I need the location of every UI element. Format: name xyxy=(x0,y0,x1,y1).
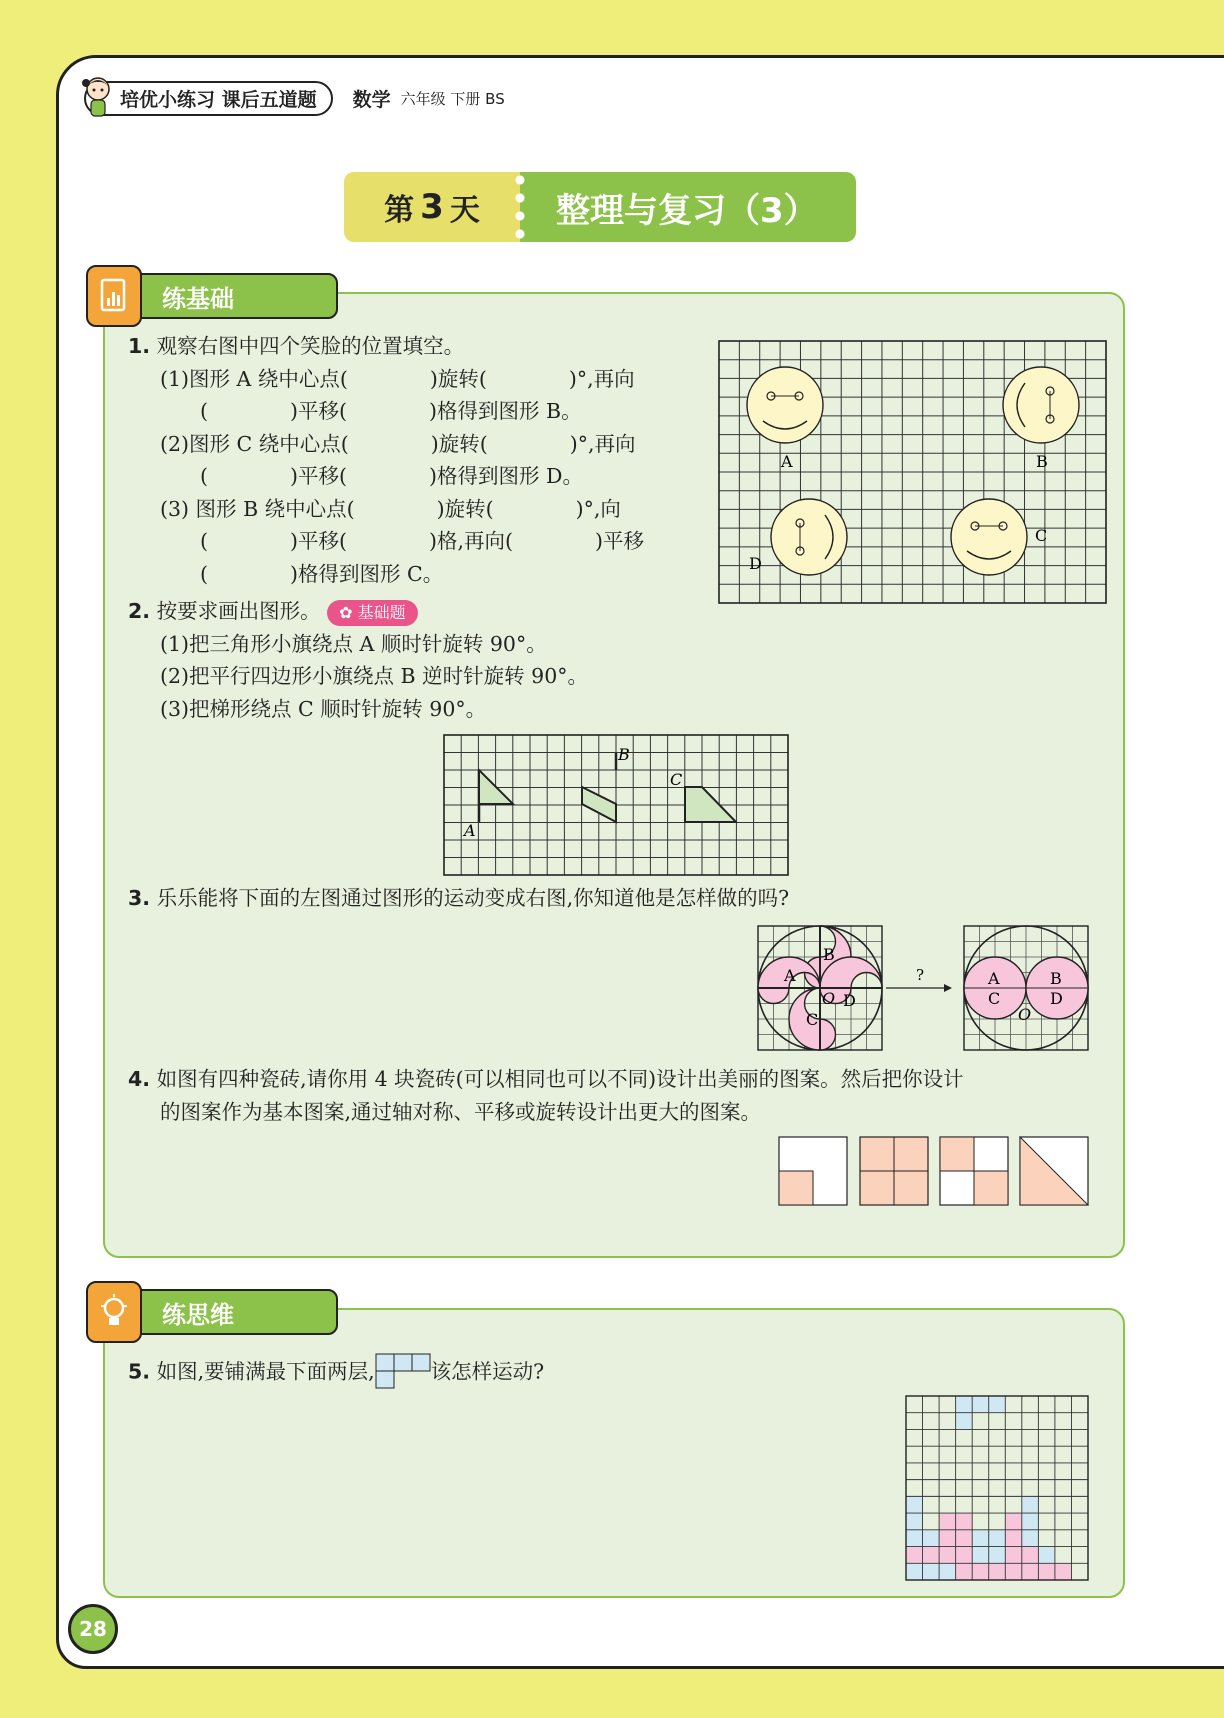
q3-text xyxy=(128,882,789,915)
q5-number: 5. xyxy=(128,1359,151,1384)
point-b: B xyxy=(618,745,630,764)
flower-icon: ✿ xyxy=(339,602,353,622)
smiley-c xyxy=(951,499,1027,575)
q3-number: 3. xyxy=(128,886,151,910)
basic-section-tab xyxy=(86,272,338,320)
point-c: C xyxy=(670,770,683,789)
circle-transform-figure xyxy=(756,924,1092,1054)
mascot-icon xyxy=(78,73,118,119)
q3r-label-o: O xyxy=(1018,1005,1032,1024)
q3r-label-a: A xyxy=(988,969,1000,988)
q1-text xyxy=(128,330,644,590)
grade-label: 六年级 下册 BS xyxy=(400,89,505,108)
q2-line-3: (3)把梯形绕点 C 顺时针旋转 90°。 xyxy=(160,696,487,721)
tile-4 xyxy=(1020,1137,1088,1205)
day-prefix: 第 xyxy=(384,193,415,228)
label-d: D xyxy=(749,554,762,573)
q4-text xyxy=(128,1063,964,1128)
q2-number: 2. xyxy=(128,599,151,623)
brand-badge xyxy=(84,81,333,116)
page-header xyxy=(84,78,505,118)
q2-text xyxy=(128,595,588,725)
smiley-grid-figure xyxy=(719,341,1107,603)
q2-stem: 按要求画出图形。 xyxy=(156,599,321,623)
day-number: 3 xyxy=(420,187,444,227)
q3-label-b: B xyxy=(823,945,835,964)
q2-line-1: (1)把三角形小旗绕点 A 顺时针旋转 90°。 xyxy=(160,631,547,656)
label-a: A xyxy=(781,452,793,471)
q4-line-2: 的图案作为基本图案,通过轴对称、平移或旋转设计出更大的图案。 xyxy=(160,1099,762,1124)
label-b: B xyxy=(1036,452,1048,471)
basic-section-label: 练基础 xyxy=(138,273,338,319)
tile-2 xyxy=(860,1137,928,1205)
q3-label-d: D xyxy=(843,991,856,1010)
lightbulb-icon xyxy=(86,1281,142,1343)
q3r-label-b: B xyxy=(1050,969,1062,988)
q3-stem: 乐乐能将下面的左图通过图形的运动变成右图,你知道他是怎样做的吗? xyxy=(156,886,790,910)
q2-line-2: (2)把平行四边形小旗绕点 B 逆时针旋转 90°。 xyxy=(160,664,588,688)
tetris-grid xyxy=(906,1396,1088,1580)
q3-label-c: C xyxy=(806,1010,819,1029)
q1-line-5: (3) 图形 B 绕中心点( )旋转( )°,向 xyxy=(160,496,621,521)
brand-text: 培优小练习 课后五道题 xyxy=(120,88,317,111)
label-c: C xyxy=(1035,526,1048,545)
q1-line-6: ( )平移( )格,再向( )平移 xyxy=(200,529,645,553)
q1-line-4: ( )平移( )格得到图形 D。 xyxy=(200,464,583,488)
thinking-section-label: 练思维 xyxy=(138,1289,338,1335)
q3-label-a: A xyxy=(784,966,796,985)
q3r-label-c: C xyxy=(988,989,1001,1008)
point-a: A xyxy=(464,821,476,840)
subject-label: 数学 xyxy=(352,88,391,111)
lesson-title xyxy=(344,172,856,242)
arrow-question: ? xyxy=(916,966,925,984)
smiley-d xyxy=(771,499,847,575)
q3r-label-d: D xyxy=(1050,989,1063,1008)
q5-text xyxy=(128,1355,544,1391)
badge-text: 基础题 xyxy=(357,602,406,622)
q4-line-1: 如图有四种瓷砖,请你用 4 块瓷砖(可以相同也可以不同)设计出美丽的图案。然后把你设计 xyxy=(156,1067,964,1091)
q4-number: 4. xyxy=(128,1067,151,1091)
smiley-b xyxy=(1003,367,1079,443)
q1-line-3: (2)图形 C 绕中心点( )旋转( )°,再向 xyxy=(160,431,636,456)
l-piece-icon xyxy=(375,1353,431,1389)
q1-stem: 观察右图中四个笑脸的位置填空。 xyxy=(156,334,465,358)
tile-set xyxy=(778,1136,1090,1208)
tile-1 xyxy=(779,1137,847,1205)
tile-3 xyxy=(940,1137,1008,1205)
q1-line-7: ( )格得到图形 C。 xyxy=(200,561,444,586)
day-suffix: 天 xyxy=(449,193,480,228)
q1-line-2: ( )平移( )格得到图形 B。 xyxy=(200,399,582,423)
q5-prefix: 如图,要铺满最下面两层, xyxy=(156,1359,375,1384)
flag-rotation-grid xyxy=(444,735,788,875)
q3-label-o: O xyxy=(822,989,836,1008)
day-label xyxy=(344,172,520,242)
smiley-a xyxy=(747,367,823,443)
q5-suffix: 该怎样运动? xyxy=(430,1359,545,1384)
lesson-name: 整理与复习（3） xyxy=(520,172,856,242)
page-number: 28 xyxy=(68,1604,118,1654)
q1-number: 1. xyxy=(128,334,151,358)
thinking-section-tab xyxy=(86,1288,338,1336)
basic-question-badge xyxy=(327,600,418,626)
document-chart-icon xyxy=(86,265,142,327)
q1-line-1: (1)图形 A 绕中心点( )旋转( )°,再向 xyxy=(160,366,635,391)
